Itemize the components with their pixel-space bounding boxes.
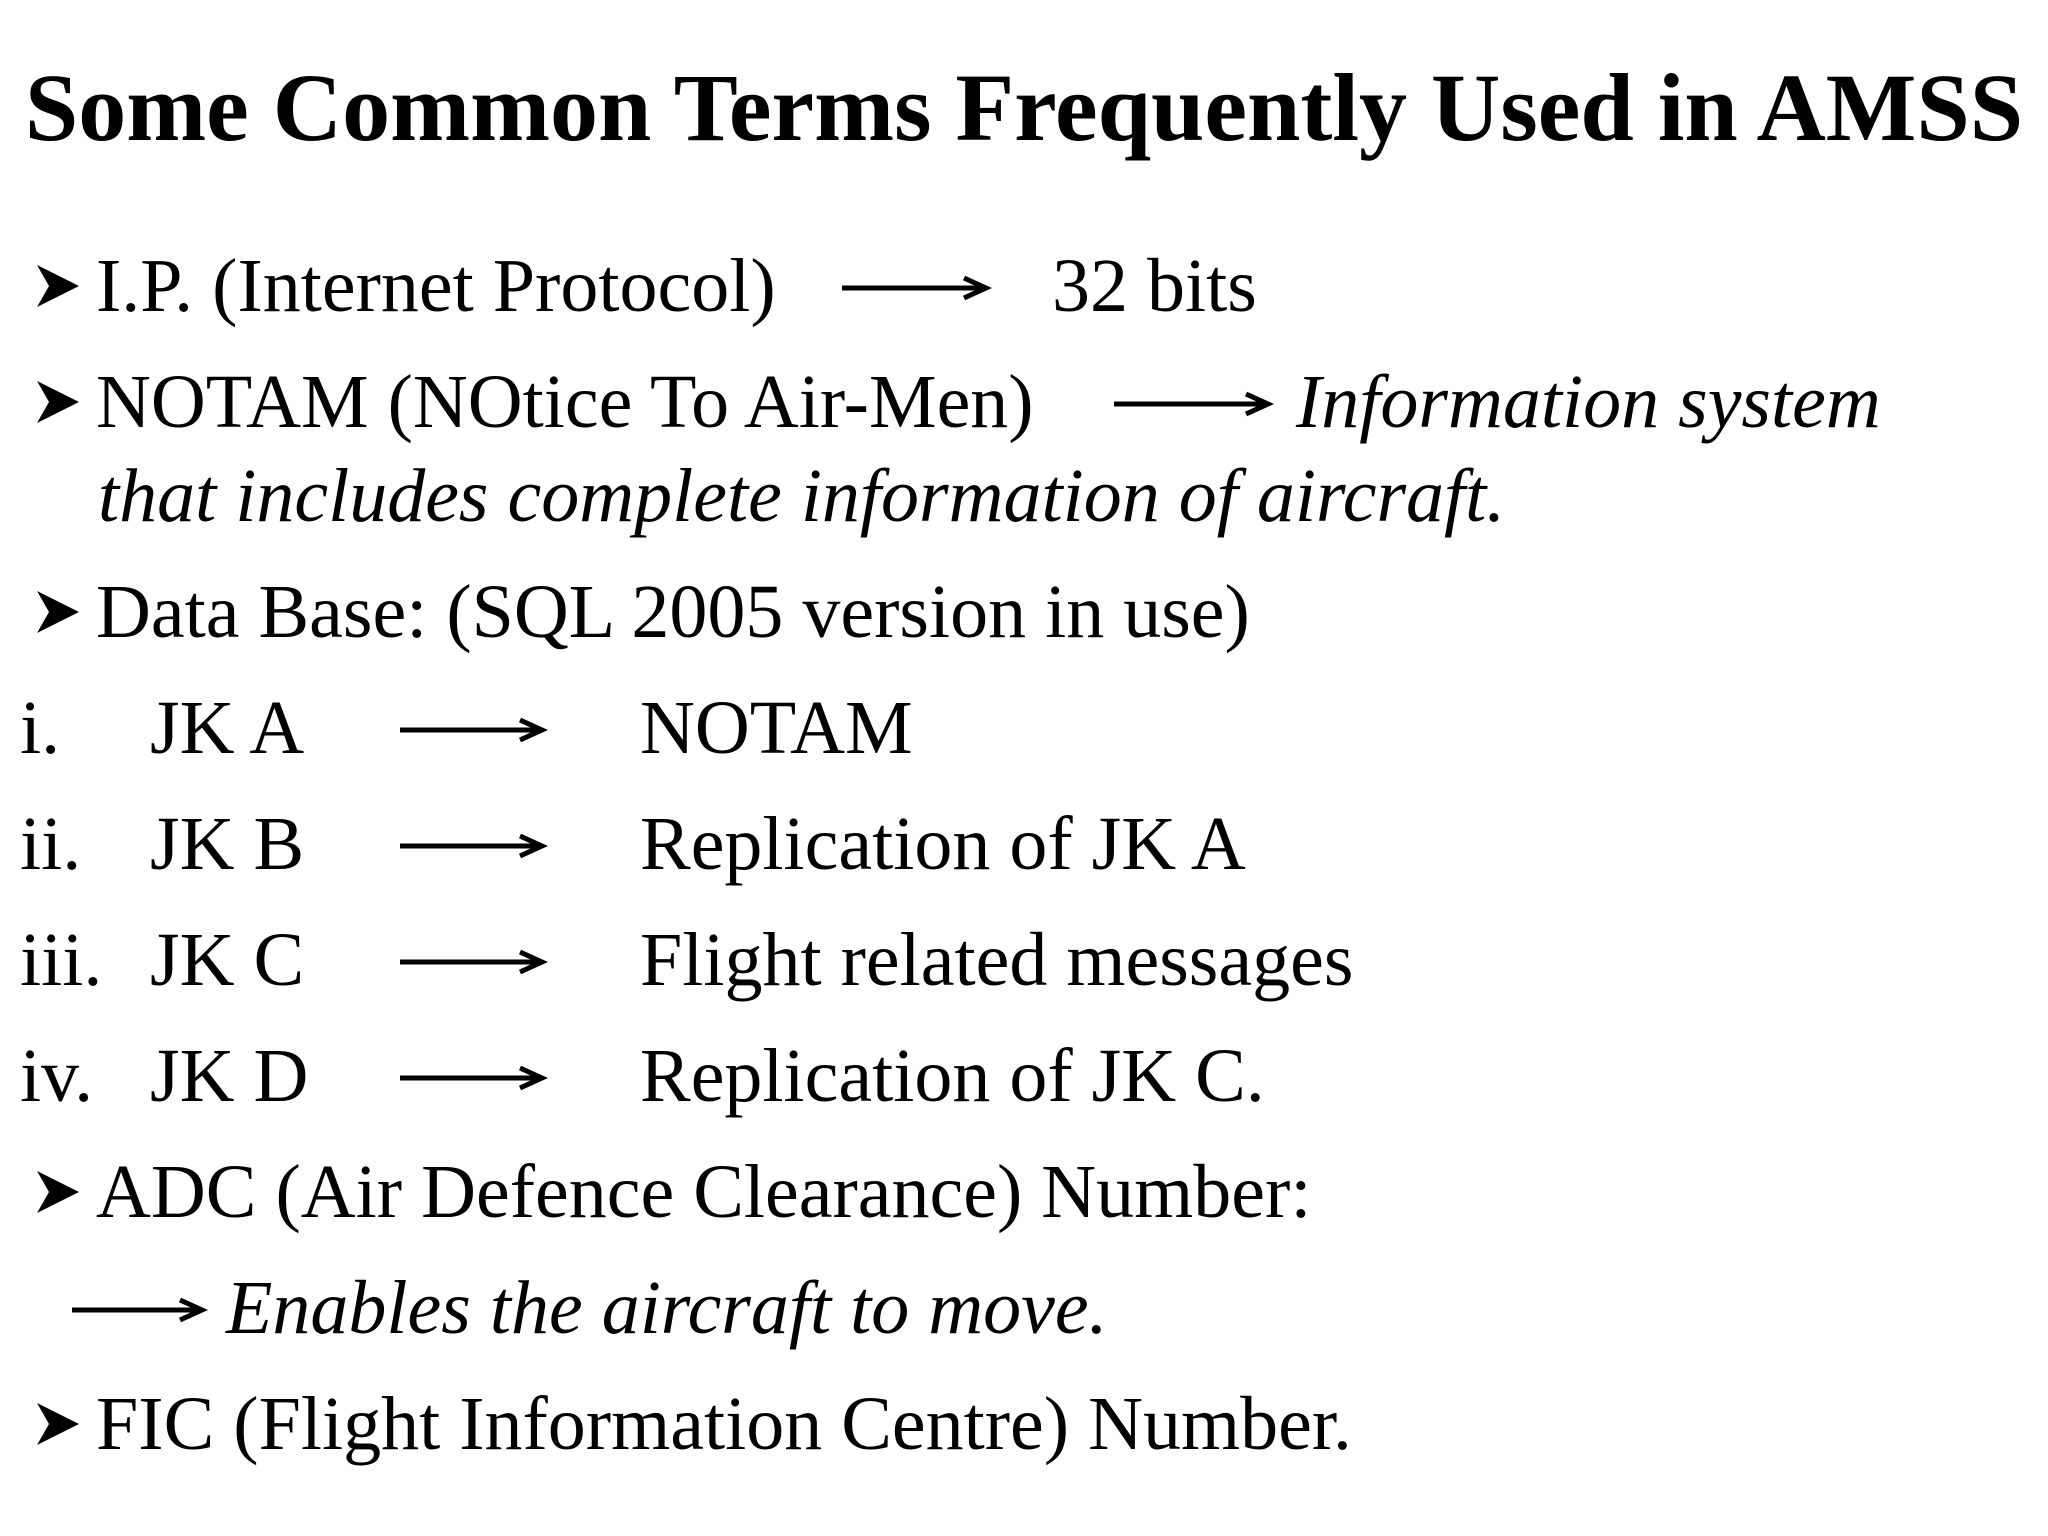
item-number: iii. bbox=[20, 918, 103, 1002]
ip-term: I.P. (Internet Protocol) bbox=[96, 244, 776, 328]
item-desc: Replication of JK C. bbox=[640, 1034, 1265, 1118]
adc-desc: Enables the aircraft to move. bbox=[226, 1266, 1108, 1350]
item-name: JK A bbox=[150, 686, 305, 770]
long-right-arrow-icon bbox=[398, 1026, 548, 1151]
arrowhead-bullet-icon bbox=[20, 1401, 96, 1447]
item-number: i. bbox=[20, 686, 61, 770]
long-right-arrow-icon bbox=[398, 910, 548, 1035]
arrowhead-bullet-icon bbox=[20, 263, 96, 309]
item-number: iv. bbox=[20, 1034, 94, 1118]
long-right-arrow-icon bbox=[70, 1258, 208, 1383]
item-desc: NOTAM bbox=[640, 686, 913, 770]
bullet-notam bbox=[20, 352, 1034, 452]
long-right-arrow-icon bbox=[398, 678, 548, 803]
fic-term: FIC (Flight Information Centre) Number. bbox=[96, 1382, 1352, 1466]
long-right-arrow-icon bbox=[398, 794, 548, 919]
database-heading: Data Base: (SQL 2005 version in use) bbox=[96, 570, 1250, 654]
item-desc: Flight related messages bbox=[640, 918, 1354, 1002]
notam-desc-line1: Information system bbox=[1296, 360, 1881, 444]
notam-term: NOTAM (NOtice To Air-Men) bbox=[96, 360, 1034, 444]
item-name: JK B bbox=[150, 802, 305, 886]
item-number: ii. bbox=[20, 802, 82, 886]
arrowhead-bullet-icon bbox=[20, 379, 96, 425]
item-desc: Replication of JK A bbox=[640, 802, 1246, 886]
bullet-ip bbox=[20, 236, 776, 336]
adc-term: ADC (Air Defence Clearance) Number: bbox=[96, 1150, 1312, 1234]
bullet-database bbox=[20, 562, 1250, 662]
arrowhead-bullet-icon bbox=[20, 1169, 96, 1215]
bullet-fic bbox=[20, 1374, 1352, 1474]
item-name: JK D bbox=[150, 1034, 309, 1118]
long-right-arrow-icon bbox=[840, 236, 992, 361]
notam-desc-line2: that includes complete information of aircraft. bbox=[98, 454, 1506, 538]
slide-title: Some Common Terms Frequently Used in AMSS bbox=[24, 54, 2024, 161]
ip-value: 32 bits bbox=[1052, 244, 1257, 328]
item-name: JK C bbox=[150, 918, 305, 1002]
arrowhead-bullet-icon bbox=[20, 589, 96, 635]
bullet-adc bbox=[20, 1142, 1311, 1242]
